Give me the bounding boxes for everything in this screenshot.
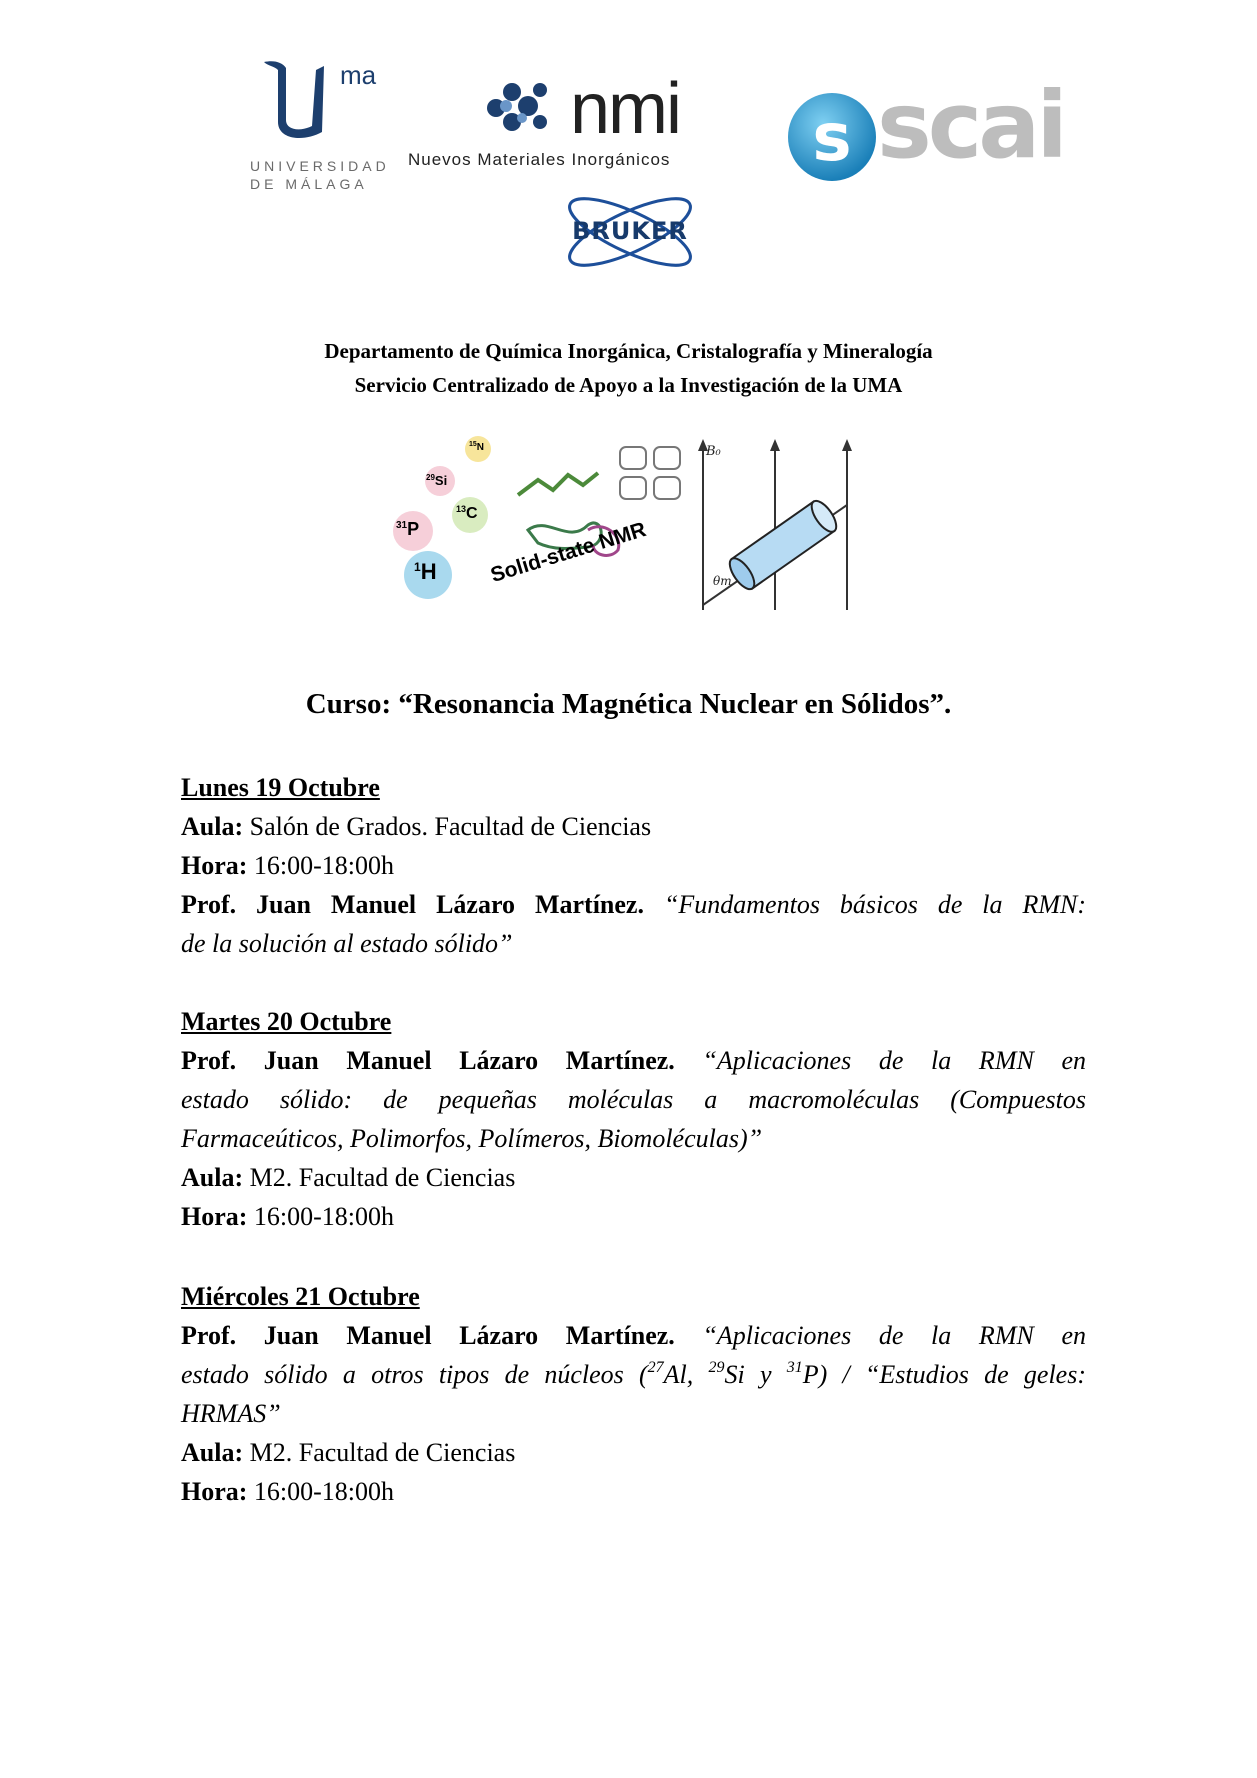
nmi-spheres-icon (482, 78, 552, 138)
nmi-subtitle: Nuevos Materiales Inorgánicos (408, 150, 671, 169)
bruker-logo (540, 185, 720, 285)
scai-mark: scai (877, 72, 1064, 179)
uma-text-line1: UNIVERSIDAD (250, 158, 390, 174)
scai-circle-icon (785, 90, 880, 185)
session-talk: Prof. Juan Manuel Lázaro Martínez. “Aplicaciones de la RMN en (181, 1321, 1087, 1350)
bruker-mark: BRUKER (572, 217, 688, 245)
session-talk: Prof. Juan Manuel Lázaro Martínez. “Fundamentos básicos de la RMN: (181, 890, 1087, 919)
nucleus-13C: $^{13}$C (456, 504, 478, 522)
session-martes: Martes 20 Octubre Prof. Juan Manuel Lázaro Martínez. “Aplicaciones de la RMN en estado sólido: de pequeñas moléculas a macromoléculas (Compuestos Farmaceúticos, Polimorfos, Polímeros, Biomoléculas)” Aula: M2. Facultad de Ciencias Hora: 16:00-18:00h (181, 1002, 1086, 1236)
service-line: Servicio Centralizado de Apoyo a la Investigación de la UMA (354, 373, 903, 397)
session-talk: Prof. Juan Manuel Lázaro Martínez. “Aplicaciones de la RMN en (181, 1046, 1087, 1075)
uma-mark-text: ma (340, 60, 377, 90)
nmi-mark: nmi (570, 69, 681, 149)
session-aula: Aula: M2. Facultad de Ciencias (181, 1438, 516, 1467)
session-hora: Hora: 16:00-18:00h (181, 851, 395, 880)
nucleus-29Si: $^{29}$Si (426, 473, 448, 488)
uma-text-line2: DE MÁLAGA (250, 176, 368, 192)
session-aula: Aula: M2. Facultad de Ciencias (181, 1163, 516, 1192)
nucleus-1H: $^1$H (414, 559, 437, 584)
session-day: Miércoles 21 Octubre (181, 1282, 420, 1311)
scai-logo (785, 72, 1064, 190)
nmr-graphic (388, 435, 868, 625)
nmr-caption: Solid-state NMR (488, 517, 649, 587)
theta-label: θm (713, 574, 732, 588)
session-day: Martes 20 Octubre (181, 1007, 392, 1036)
session-aula: Aula: Salón de Grados. Facultad de Ciencias (181, 812, 652, 841)
session-day: Lunes 19 Octubre (181, 773, 380, 802)
session-miercoles: Miércoles 21 Octubre Prof. Juan Manuel Lázaro Martínez. “Aplicaciones de la RMN en estado sólido a otros tipos de núcleos ($^{27}$Al, $^{29}$Si y $^{31}$P) / “Estudios de geles: HRMAS” Aula: M2. Facultad de Ciencias Hora: 16:00-18:00h (181, 1277, 1086, 1511)
nmi-logo (400, 70, 790, 180)
b0-label: B₀ (706, 444, 721, 459)
session-hora: Hora: 16:00-18:00h (181, 1477, 395, 1506)
uma-logo (250, 58, 390, 192)
session-hora: Hora: 16:00-18:00h (181, 1202, 395, 1231)
department-line: Departamento de Química Inorgánica, Cristalografía y Mineralogía (324, 339, 933, 363)
uma-mark-icon (260, 58, 350, 138)
course-title: Curso: “Resonancia Magnética Nuclear en Sólidos”. (305, 688, 952, 720)
session-lunes: Lunes 19 Octubre Aula: Salón de Grados. Facultad de Ciencias Hora: 16:00-18:00h Prof. Juan Manuel Lázaro Martínez. “Fundamentos básicos de la RMN: de la solución al estado sólido” (181, 768, 1086, 963)
nucleus-15N: $^{15}$N (469, 441, 485, 453)
svg-text:s: s (812, 99, 852, 176)
nucleus-31P: $^{31}$P (396, 519, 420, 539)
